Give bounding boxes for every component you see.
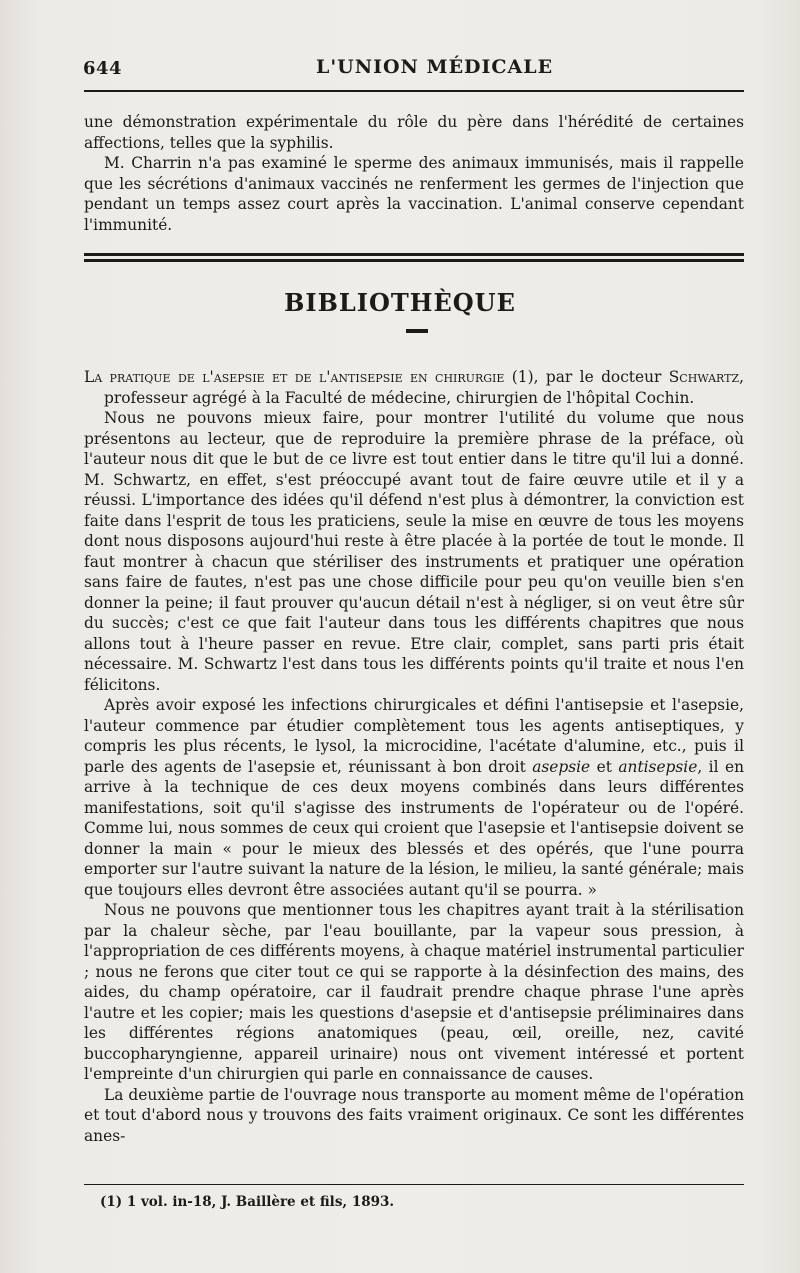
paragraph: M. Charrin n'a pas examiné le sperme des animaux immunisés, mais il rappelle que les sécrétions d'animaux vaccinés ne renferment les germes de l'injection que pendant un temps assez court après la vaccination. L'animal conserve cependant l'immunité. bbox=[84, 154, 744, 234]
header-rule bbox=[84, 90, 744, 92]
paragraph bbox=[84, 695, 744, 900]
section-rule bbox=[84, 259, 744, 262]
title-dash bbox=[406, 329, 428, 333]
page-number: 644 bbox=[83, 58, 123, 79]
paragraph: Nous ne pouvons que mentionner tous les chapitres ayant trait à la stérilisation par la chaleur sèche, par l'eau bouillante, par la vapeur sous pression, à l'appropriation de ces différents moyens, à chaque matériel instrumental particulier ; nous ne ferons que citer tout ce qui se rapporte à la désinfection des mains, des aides, du champ opératoire, car il faudrait prendre chaque phrase l'une après l'autre et les copier; mais les questions d'asepsie et d'antisepsie préliminaires dans les différentes régions anatomiques (peau, œil, oreille, nez, cavité buccopharyngienne, appareil urinaire) nous ont vivement intéressé et portent l'empreinte d'un chirurgien qui parle en connaissance de causes. bbox=[84, 901, 744, 1083]
journal-title: L'UNION MÉDICALE bbox=[316, 56, 554, 78]
previous-article-text bbox=[84, 112, 744, 235]
book-title: La pratique de l'asepsie et de l'antisepsie en chirurgie bbox=[84, 368, 505, 386]
paragraph-text: et bbox=[590, 757, 619, 776]
paragraph: La deuxième partie de l'ouvrage nous transporte au moment même de l'opération et tout d'abord nous y trouvons des faits vraiment originaux. Ce sont les différentes anes- bbox=[84, 1085, 744, 1145]
paragraph-text: Après avoir exposé les infections chirurgicales et défini l'antisepsie et l'asepsie, l'auteur commence par étudier complètement tous les agents antiseptiques, y compris les plus récents, le lysol, la microcidine, l'acétate d'alumine, etc., puis il parle des agents de l'asepsie et, réunissant à bon droit bbox=[84, 696, 744, 776]
heading-text: (1), par le docteur bbox=[504, 368, 669, 386]
section-title: BIBLIOTHÈQUE bbox=[284, 288, 516, 317]
section-rule bbox=[84, 253, 744, 256]
paragraph: une démonstration expérimentale du rôle du père dans l'hérédité de certaines affections, telles que la syphilis. bbox=[84, 113, 744, 152]
emphasis: asepsie bbox=[532, 757, 591, 776]
heading-text: , professeur agrégé à la Faculté de médecine, chirurgien de l'hôpital Cochin. bbox=[104, 368, 744, 407]
emphasis: antisepsie bbox=[618, 757, 698, 776]
paragraph: Nous ne pouvons mieux faire, pour montrer l'utilité du volume que nous présentons au lecteur, que de reproduire la première phrase de la préface, où l'auteur nous dit que le but de ce livre est tout entier dans le titre qu'il lui a donné. M. Schwartz, en effet, s'est préoccupé avant tout de faire œuvre utile et il y a réussi. L'importance des idées qu'il défend n'est plus à démontrer, la conviction est faite dans l'esprit de tous les praticiens, seule la mise en œuvre de tous les moyens dont nous disposons aujourd'hui reste à être placée à la portée de tout le monde. Il faut montrer à chacun que stériliser des instruments et pratiquer une opération sans faire de fautes, n'est pas une chose difficile pour peu qu'on veuille bien s'en donner la peine; il faut prouver qu'aucun détail n'est à négliger, si on veut être sûr du succès; c'est ce que fait l'auteur dans tous les différents chapitres que nous allons tout à l'heure passer en revue. Etre clair, complet, sans parti pris était nécessaire. M. Schwartz l'est dans tous les différents points qu'il traite et nous l'en félicitons. bbox=[84, 409, 744, 694]
running-head bbox=[0, 52, 800, 86]
review-heading bbox=[84, 367, 744, 408]
footnote: (1) 1 vol. in-18, J. Baillère et fils, 1893. bbox=[100, 1194, 395, 1210]
author-name: Schwartz bbox=[668, 368, 740, 386]
review-text bbox=[84, 367, 744, 1146]
footnote-rule bbox=[84, 1184, 744, 1185]
paragraph-text: , il en arrive à la technique de ces deux moyens combinés dans leurs différentes manifestations, soit qu'il s'agisse des instruments de l'opérateur ou de l'opéré. Comme lui, nous sommes de ceux qui croient que l'asepsie et l'antisepsie doivent se donner la main « pour le mieux des blessés et des opérés, que l'une pourra emporter sur l'autre suivant la nature de la lésion, le milieu, la santé générale; mais que toujours elles devront être associées autant qu'il se pourra. » bbox=[84, 757, 744, 899]
